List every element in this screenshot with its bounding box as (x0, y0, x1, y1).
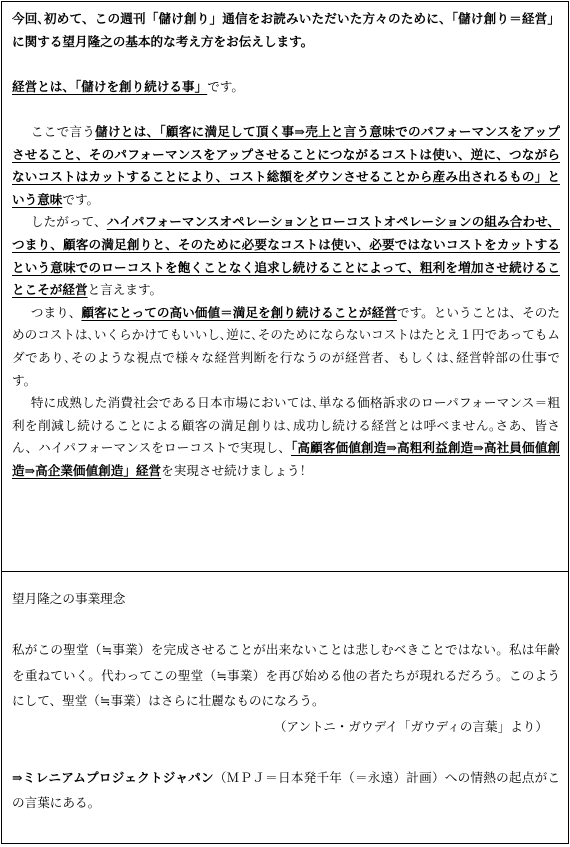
p4-tail: を実現させ続けましょう！ (161, 462, 313, 478)
definition-tail: です。 (207, 78, 244, 94)
mpj-statement (12, 765, 560, 816)
p3-tail: です。ということは、そのためのコストは､いくらかけてもいいし､逆に､そのためにならないコストはたとえ１円であってもムダであり､そのような視点で様々な経営判断を行なうのが経営者、もしくは､経営幹部の仕事です。 (12, 304, 561, 388)
p3-emphasis: 顧客にとっての高い価値＝満足を創り続けることが経営 (81, 304, 397, 320)
mpj-rest: （ＭＰＪ＝日本発千年（＝永遠）計画）への情熱の起点がこの言葉にある。 (12, 769, 560, 810)
p3-lead: つまり、 (30, 304, 82, 320)
management-definition (12, 76, 560, 99)
p2-tail: と言えます。 (87, 282, 163, 298)
p1-lead: ここで言う (30, 123, 96, 139)
p2-emphasis: ハイパフォーマンスオペレーションとローコストオペレーションの組み合わせ、つまり、顧客の満足創りと、そのために必要なコストは使い、必要ではないコストをカットするという意味でのローコストを飽くことなく追求し続けることによって、粗利を増加させ続けることこそが経営 (12, 214, 561, 298)
p4-lead: 特に成熟した消費社会である日本市場においては､単なる価格訴求のローパフォーマンス＝粗利を削減し続けることによる顧客の満足創りは､成功し続ける経営とは呼べません｡さあ、皆さん、ハイパフォーマンスをローコストで実現し、 (12, 395, 560, 456)
p4-emphasis: 「高顧客価値創造⇒高粗利益創造⇒高社員価値創造⇒高企業価値創造」経営 (12, 440, 560, 478)
philosophy-title: 望月隆之の事業理念 (12, 591, 126, 606)
intro-text: 今回､初めて、この週刊「儲け創り」通信をお読みいただいた方々のために、「儲け創り＝経営」に関する望月隆之の基本的な考え方をお伝えします。 (12, 11, 560, 49)
p1-tail: です。 (62, 191, 100, 207)
definition-lead: 経営とは、「儲けを創り続ける事」 (12, 78, 208, 94)
newsletter-page (1, 1, 569, 844)
paragraph-profit (12, 121, 560, 211)
p2-lead: したがって、 (30, 214, 107, 230)
principles-box (2, 2, 568, 572)
quote-source: （アントニ・ガウデイ「ガウディの言葉」より） (273, 718, 548, 734)
p1-emphasis: 儲けとは、「顧客に満足して頂く事⇒売上と言う意味でのパフォーマンスをアップさせること、そのパフォーマンスをアップさせることにつながるコストは使い、逆に、つながらないコストはカットすることにより、コスト総額をダウンさせることから産み出されるもの」という意味 (12, 123, 561, 207)
paragraph-market (12, 392, 560, 482)
mpj-lead: ⇒ミレニアムプロジェクトジャパン (12, 769, 214, 785)
paragraph-value (12, 302, 560, 392)
gaudi-quote: 私がこの聖堂（≒事業）を完成させることが出来ないことは悲しむべきことではない。私は年齢を重ねていく。代わってこの聖堂（≒事業）を再び始める他の者たちが現れるだろう。このようにして、聖堂（≒事業）はさらに壮麗なものになろう。 (12, 642, 560, 708)
philosophy-box (2, 572, 568, 816)
paragraph-operation (12, 211, 560, 301)
